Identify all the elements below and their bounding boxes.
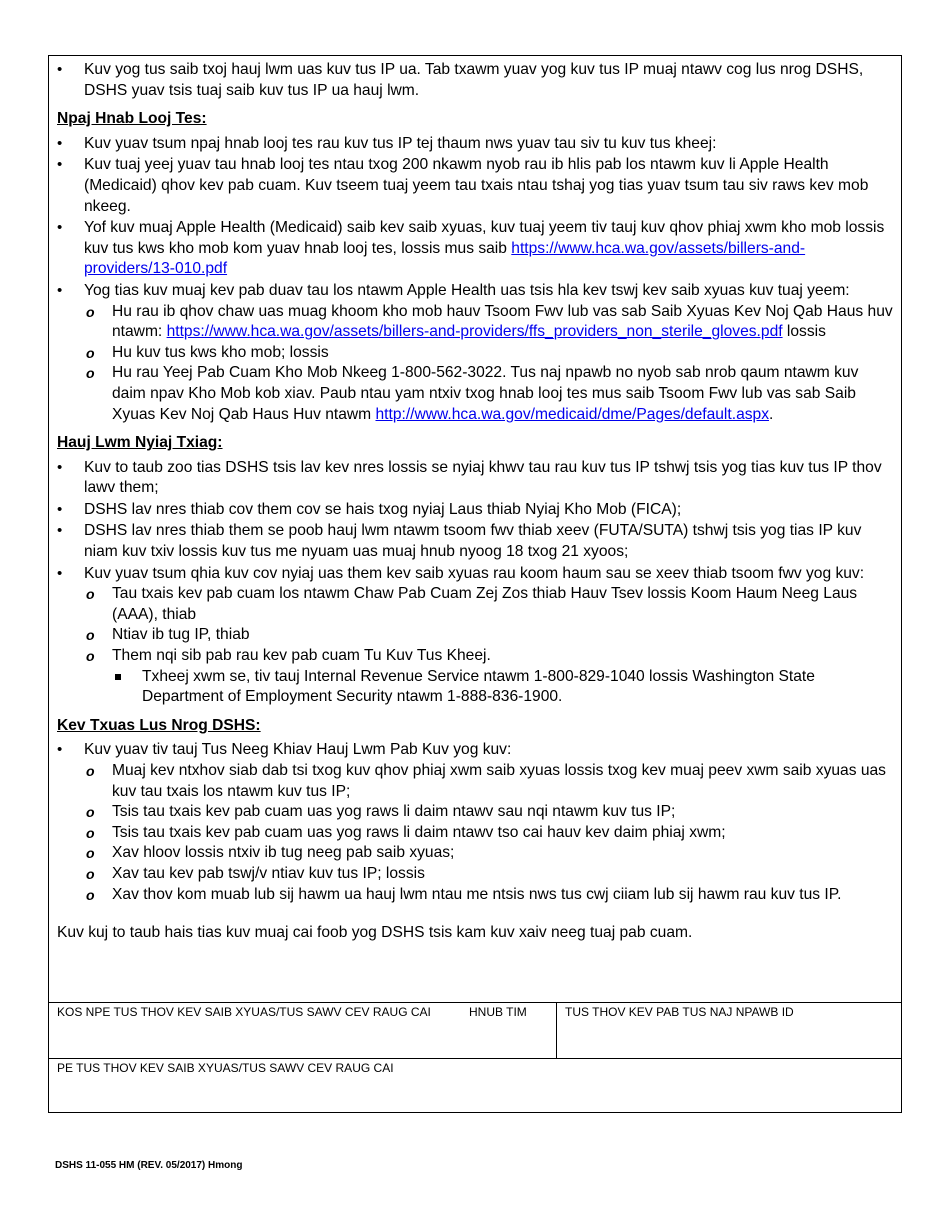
signature-field[interactable] [49,1003,557,1058]
sub-list-item: o Xav hloov lossis ntxiv ib tug neeg pab saib xyuas; [84,843,893,864]
sub-list [84,302,893,426]
list-item: • Kuv to taub zoo tias DSHS tsis lav kev nres lossis se nyiaj khwv tau rau kuv tus IP tshwj tsis yog tias kuv tus IP thov lawv them; [57,458,893,499]
sub-list-item: o Xav thov kom muab lub sij hawm ua hauj lwm ntau me ntsis nws tus cwj ciiam lub sij hawm rau kuv tus IP. [84,885,893,906]
item-text: Hu rau ib qhov chaw uas muag khoom kho mob hauv Tsoom Fwv lub vas sab Saib Xyuas Kev Noj Qab Haus huv ntawm: [112,302,893,341]
intro-list [57,60,893,101]
item-text: . [769,405,774,423]
sub-list-item: o Tsis tau txais kev pab cuam uas yog raws li daim ntawv sau nqi ntawm kuv tus IP; [84,802,893,823]
print-name-row [49,1058,901,1113]
sub-sub-list [112,667,893,708]
sub-list-item: o Tsis tau txais kev pab cuam uas yog raws li daim ntawv tso cai hauv kev daim phiaj xwm; [84,823,893,844]
section-heading-gloves: Npaj Hnab Looj Tes: [57,110,207,128]
sub-list [84,584,893,708]
signature-table [49,1002,901,1113]
communication-list [57,740,893,905]
item-text: lossis [782,323,826,341]
gloves-list [57,134,893,425]
closing-statement: Kuv kuj to taub hais tias kuv muaj cai foob yog DSHS tsis kam kuv xaiv neeg tuaj pab cuam. [57,924,693,942]
list-item: • Kuv yog tus saib txoj hauj lwm uas kuv tus IP ua. Tab txawm yuav yog kuv tus IP muaj ntawv cog lus nrog DSHS, DSHS yuav tsis tuaj saib kuv tus IP ua hauj lwm. [57,60,893,101]
hca-gloves-link[interactable]: https://www.hca.wa.gov/assets/billers-and-providers/ffs_providers_non_sterile_gloves.pdf [166,323,783,341]
sub-list-item: o Ntiav ib tug IP, thiab [84,625,893,646]
item-text: Them nqi sib pab rau kev pab cuam Tu Kuv Tus Kheej. [112,647,491,665]
date-label: HNUB TIM [469,1005,527,1019]
client-id-label: TUS THOV KEV PAB TUS NAJ NPAWB ID [565,1005,794,1019]
list-item [57,281,893,425]
list-item [57,740,893,905]
item-text: Hu rau Yeej Pab Cuam Kho Mob Nkeeg 1-800-562-3022. Tus naj npawb no nyob sab nrob qaum ntawm kuv daim npav Kho Mob kob xiav. Paub ntau yam ntxiv txog hnab looj tes mus saib Tsoom Fwv lub vas sab Saib Xyuas Kev Noj Qab Haus Huv ntawm [112,364,859,423]
sub-list-item: o Tau txais kev pab cuam los ntawm Chaw Pab Cuam Zej Zos thiab Hauv Tsev lossis Koom Haum Neeg Laus (AAA), thiab [84,584,893,625]
sub-sub-list-item: Txheej xwm se, tiv tauj Internal Revenue Service ntawm 1-800-829-1040 lossis Washington State Department of Employment Security ntawm 1-888-836-1900. [112,667,893,708]
item-text: Yof kuv muaj Apple Health (Medicaid) saib kev saib xyuas, kuv tuaj yeem tiv tauj kuv qhov phiaj xwm kho mob lossis kuv tus kws kho mob kom yuav hnab looj tes, lossis mus saib [84,219,885,257]
list-item [57,218,893,280]
item-text: Yog tias kuv muaj kev pab duav tau los ntawm Apple Health uas tsis hla kev tswj kev saib xyuas kuv tuaj yeem: [84,281,850,299]
sub-list-item [84,363,893,425]
item-text: Kuv yuav tiv tauj Tus Neeg Khiav Hauj Lwm Pab Kuv yog kuv: [84,741,512,759]
list-item: • DSHS lav nres thiab cov them cov se hais txog nyiaj Laus thiab Nyiaj Kho Mob (FICA); [57,500,893,521]
client-id-field[interactable] [557,1003,802,1058]
sub-list-item: o Xav tau kev pab tswj/v ntiav kuv tus IP; lossis [84,864,893,885]
list-item [57,564,893,708]
section-heading-communication: Kev Txuas Lus Nrog DSHS: [57,716,261,734]
signature-row [49,1003,901,1058]
form-content [57,60,893,959]
hca-billers-link[interactable]: https://www.hca.wa.gov/assets/billers-and-providers/13-010.pdf [84,239,806,278]
print-name-label: PE TUS THOV KEV SAIB XYUAS/TUS SAWV CEV RAUG CAI [57,1061,394,1075]
form-frame [48,55,902,1113]
list-item: • Kuv yuav tsum npaj hnab looj tes rau kuv tus IP tej thaum nws yuav tau siv tu kuv tus kheej: [57,134,893,155]
form-footer: DSHS 11-055 HM (REV. 05/2017) Hmong [55,1160,243,1171]
sub-list-item: o Muaj kev ntxhov siab dab tsi txog kuv qhov phiaj xwm saib xyuas lossis txog kev muaj peev xwm saib xyuas uas kuv tau txais los ntawm kuv tus IP; [84,761,893,802]
list-item: • DSHS lav nres thiab them se poob hauj lwm ntawm tsoom fwv thiab xeev (FUTA/SUTA) tshwj tsis yog tias IP kuv niam kuv txiv lossis kuv tus me nyuam uas muaj hnub nyoog 18 txog 21 xyoos; [57,521,893,562]
item-text: Kuv yuav tsum qhia kuv cov nyiaj uas them kev saib xyuas rau koom haum sau se xeev thiab tsoom fwv yog kuv: [84,564,865,582]
finance-list [57,458,893,708]
hca-dme-link[interactable]: http://www.hca.wa.gov/medicaid/dme/Pages/default.aspx [375,405,770,423]
print-name-field[interactable] [49,1059,901,1113]
section-heading-finance: Hauj Lwm Nyiaj Txiag: [57,434,223,452]
signature-label: KOS NPE TUS THOV KEV SAIB XYUAS/TUS SAWV CEV RAUG CAI [57,1005,431,1019]
sub-list-item: o Hu kuv tus kws kho mob; lossis [84,343,893,364]
sub-list [84,761,893,905]
sub-list-item [84,646,893,708]
sub-list-item [84,302,893,343]
list-item: • Kuv tuaj yeej yuav tau hnab looj tes ntau txog 200 nkawm nyob rau ib hlis pab los ntawm kuv li Apple Health (Medicaid) qhov kev pab cuam. Kuv tseem tuaj yeem tau txais ntau tshaj yog tias yuav tsum tau siv raws kev mob nkeeg. [57,155,893,217]
